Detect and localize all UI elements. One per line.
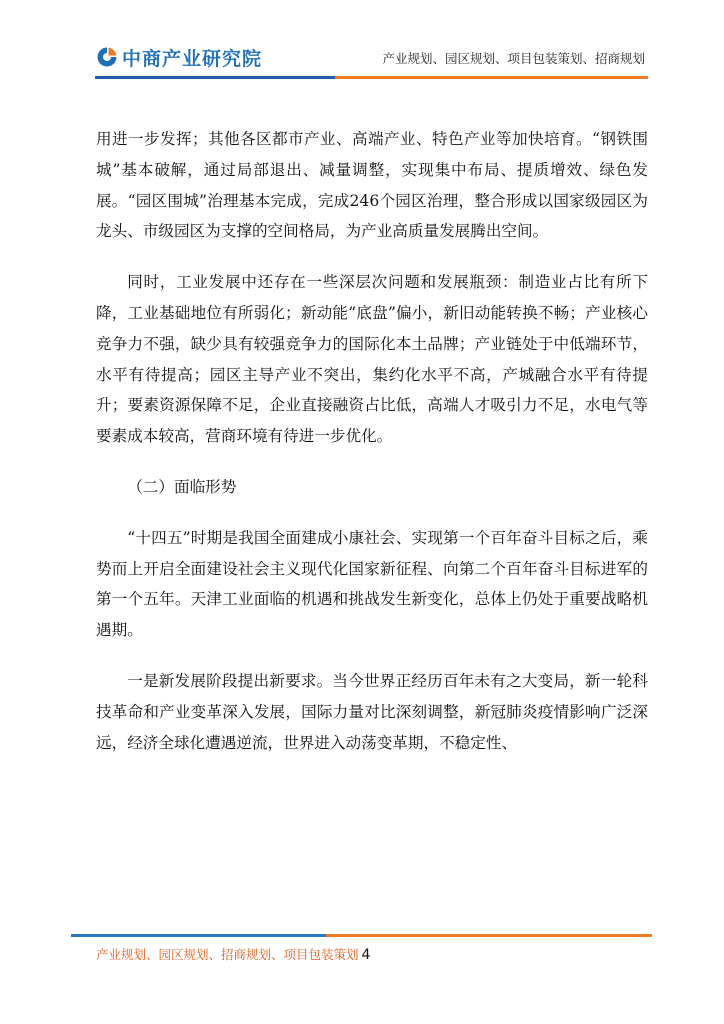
paragraph-new-stage: 一是新发展阶段提出新要求。当今世界正经历百年未有之大变局，新一轮科技革命和产业变革深入发展，国际力量对比深刻调整，新冠肺炎疫情影响广泛深远，经济全球化遭遇逆流，世界进入动荡变革期，不稳定性、 <box>96 671 648 752</box>
header-tagline: 产业规划、园区规划、项目包装策划、招商规划 <box>382 51 645 66</box>
page-number: 4 <box>361 947 371 963</box>
footer-divider-blue <box>71 934 326 937</box>
document-body <box>96 124 648 758</box>
paragraph-problems: 同时，工业发展中还存在一些深层次问题和发展瓶颈：制造业占比有所下降，工业基础地位有所弱化；新动能“底盘”偏小，新旧动能转换不畅；产业核心竞争力不强，缺少具有较强竞争力的国际化本土品牌；产业链处于中低端环节，水平有待提高；园区主导产业不突出，集约化水平不高，产城融合水平有待提升；要素资源保障不足，企业直接融资占比低，高端人才吸引力不足，水电气等要素成本较高，营商环境有待进一步优化。 <box>96 273 648 446</box>
header-divider-orange <box>335 76 648 79</box>
logo-text: 中商产业研究院 <box>122 47 263 70</box>
header-divider-blue <box>95 76 335 79</box>
paragraph-gap <box>96 503 648 523</box>
paragraph-gap <box>96 452 648 472</box>
paragraph-situation: “十四五”时期是我国全面建成小康社会、实现第一个百年奋斗目标之后，乘势而上开启全面建设社会主义现代化国家新征程、向第二个百年奋斗目标进军的第一个五年。天津工业面临的机遇和挑战发生新变化，总体上仍处于重要战略机遇期。 <box>96 528 648 640</box>
footer-text: 产业规划、园区规划、招商规划、项目包装策划 <box>96 947 359 962</box>
section-heading: （二）面临形势 <box>127 477 237 496</box>
paragraph-continuation: 用进一步发挥；其他各区都市产业、高端产业、特色产业等加快培育。“钢铁围城”基本破解，通过局部退出、减量调整，实现集中布局、提质增效、绿色发展。“园区围城”治理基本完成，完成246个园区治理，整合形成以国家级园区为龙头、市级园区为支撑的空间格局，为产业高质量发展腾出空间。 <box>96 130 648 241</box>
company-logo <box>96 44 262 70</box>
paragraph-gap <box>96 247 648 267</box>
footer-divider-orange <box>326 934 652 937</box>
page-header <box>0 0 724 82</box>
logo-mark-icon <box>96 46 118 68</box>
page-footer <box>96 945 370 963</box>
paragraph-gap <box>96 646 648 666</box>
